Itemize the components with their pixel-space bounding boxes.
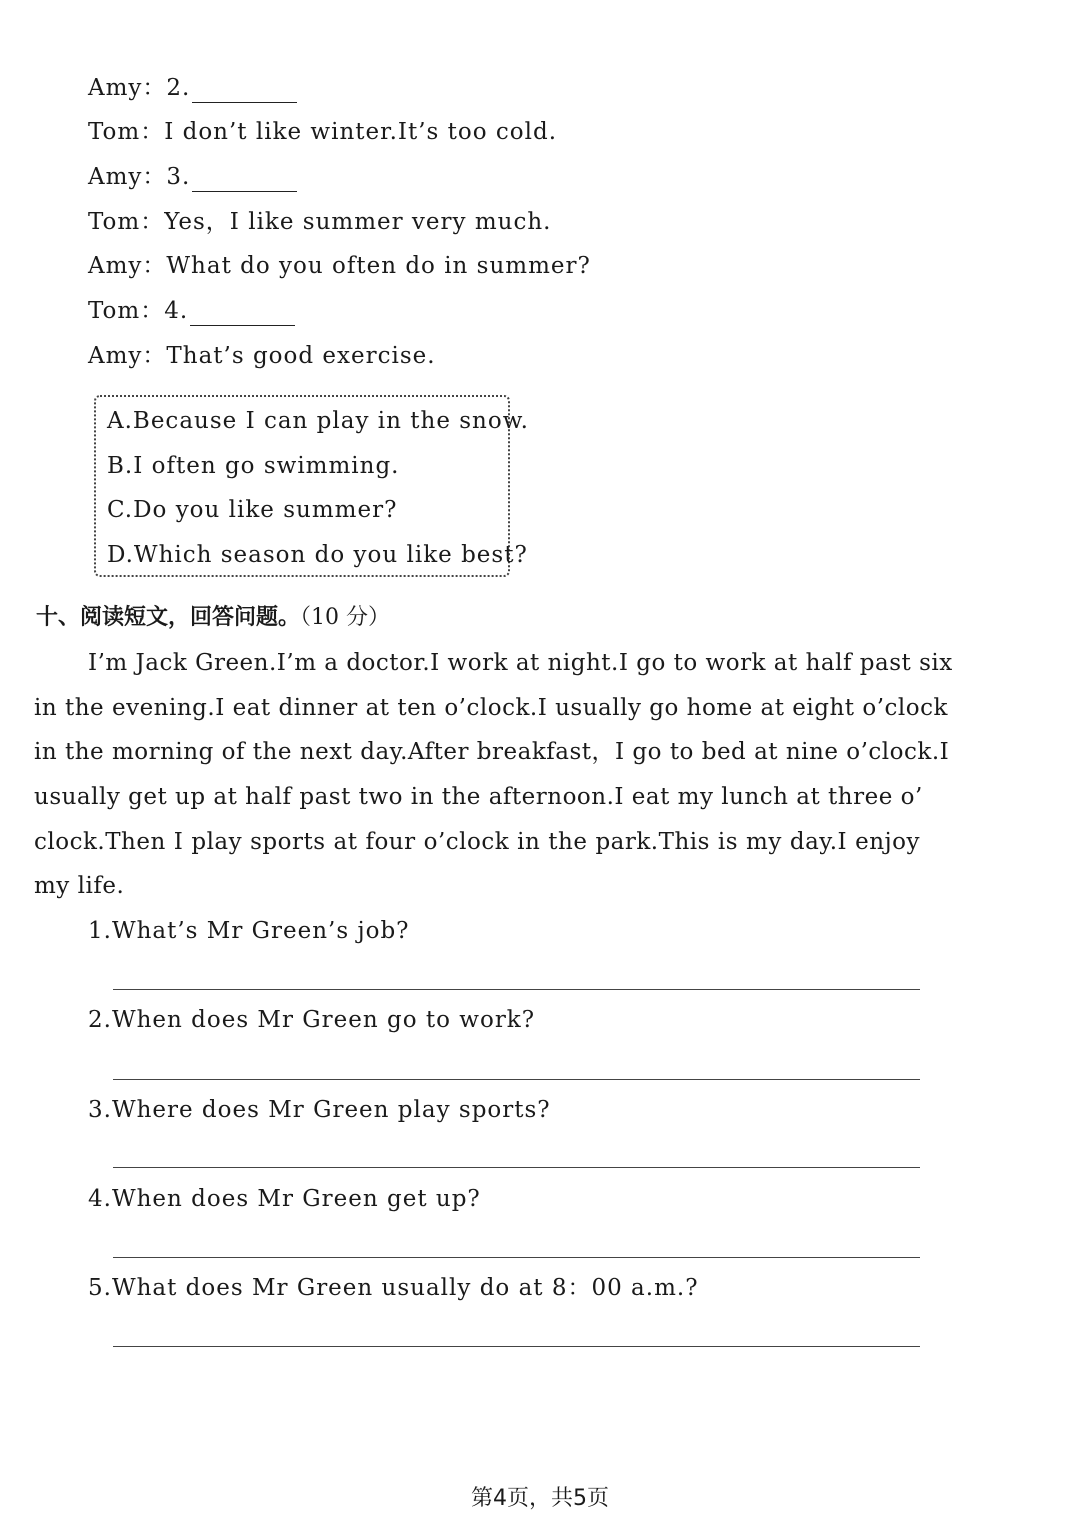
passage-line: I’m Jack Green.I’m a doctor.I work at night.I go to work at half past six — [88, 650, 953, 676]
dialogue-line — [88, 207, 551, 237]
answer-line-4[interactable] — [113, 1257, 920, 1258]
page-number: 第4页，共5页 — [471, 1486, 609, 1511]
passage-line: usually get up at half past two in the afternoon.I eat my lunch at three o’ — [34, 784, 923, 810]
question-3: 3.Where does Mr Green play sports? — [88, 1097, 551, 1123]
question-4: 4.When does Mr Green get up? — [88, 1186, 481, 1212]
dialogue-text: Amy：3. — [88, 164, 191, 190]
section-score: （10 分） — [300, 605, 391, 630]
answer-blank[interactable] — [192, 80, 297, 103]
option-d: D.Which season do you like best? — [107, 542, 528, 568]
passage-line: in the morning of the next day.After breakfast，I go to bed at nine o’clock.I — [34, 739, 950, 765]
dialogue-text: Amy：What do you often do in summer? — [88, 253, 591, 279]
dialogue-line — [88, 251, 591, 281]
dialogue-line — [88, 117, 557, 147]
option-a: A.Because I can play in the snow. — [107, 408, 529, 434]
passage-line: clock.Then I play sports at four o’clock in the park.This is my day.I enjoy — [34, 829, 920, 855]
dialogue-text: Tom：I don’t like winter.It’s too cold. — [88, 119, 558, 145]
answer-blank[interactable] — [192, 169, 297, 192]
question-2: 2.When does Mr Green go to work? — [88, 1007, 536, 1033]
dialogue-line — [88, 341, 436, 371]
question-5: 5.What does Mr Green usually do at 8：00 a.m.? — [88, 1275, 699, 1301]
dialogue-line — [88, 162, 297, 192]
option-c: C.Do you like summer? — [107, 497, 398, 523]
dialogue-text: Amy：That’s good exercise. — [88, 343, 436, 369]
dialogue-text: Amy：2. — [88, 75, 191, 101]
answer-line-5[interactable] — [113, 1346, 920, 1347]
passage-line: in the evening.I eat dinner at ten o’clock.I usually go home at eight o’clock — [34, 695, 948, 721]
answer-line-3[interactable] — [113, 1167, 920, 1168]
dialogue-text: Tom：Yes，I like summer very much. — [88, 209, 552, 235]
options-box — [94, 395, 529, 577]
option-b: B.I often go swimming. — [107, 453, 400, 479]
section-title-text: 十、阅读短文，回答问题。 — [36, 605, 301, 630]
section-title — [36, 603, 390, 633]
passage-line: my life. — [34, 873, 125, 899]
answer-blank[interactable] — [190, 303, 295, 326]
answer-line-1[interactable] — [113, 989, 920, 990]
dialogue-text: Tom：4. — [88, 298, 189, 324]
question-1: 1.What’s Mr Green’s job? — [88, 918, 410, 944]
answer-line-2[interactable] — [113, 1079, 920, 1080]
dialogue-line — [88, 73, 297, 103]
dialogue-line — [88, 296, 295, 326]
